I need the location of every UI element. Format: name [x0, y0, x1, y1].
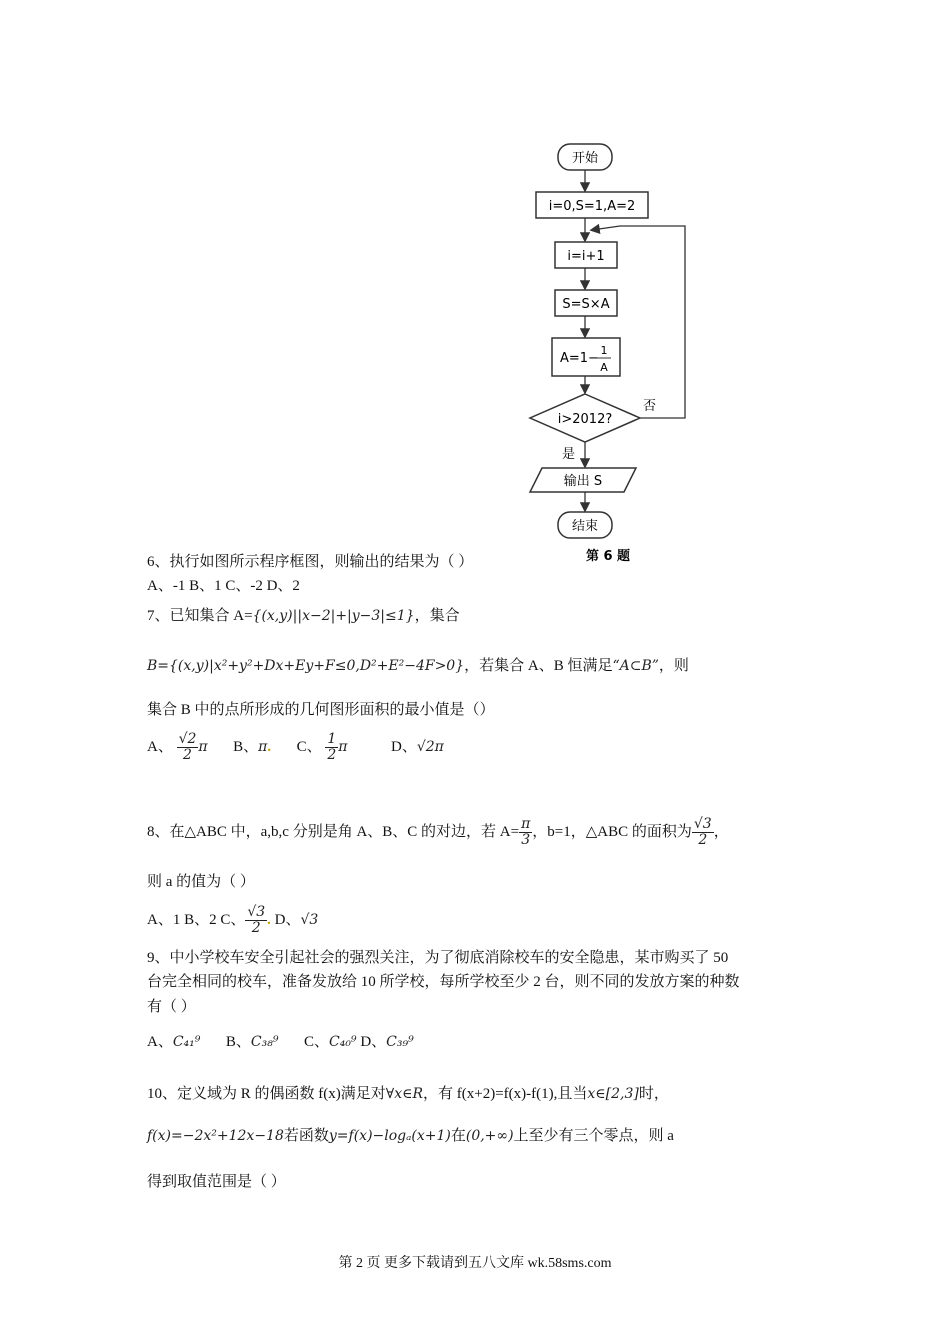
flow-step3-num: 1: [600, 344, 608, 357]
q8-options: A、1 B、2 C、 $\frac{√3}{2}$ . D、√3: [147, 904, 319, 937]
q7-prefix: 7、已知集合 A=: [147, 608, 253, 624]
q7-line2-suffix: ，则: [658, 658, 689, 674]
q10-line3: 得到取值范围是（ ）: [147, 1174, 286, 1190]
q10-suffix: 时，: [638, 1086, 669, 1102]
flow-step3-prefix: A=1−: [560, 351, 599, 366]
q10-domain: (0,+∞): [465, 1128, 514, 1144]
q7-line2: [147, 656, 689, 676]
q8-optC-num: √3: [247, 904, 266, 921]
q8-suffix: ，: [713, 824, 729, 840]
q9-optC: C₄₀⁹: [329, 1034, 357, 1050]
q9-options: [147, 1032, 414, 1052]
q7-optC-tail: π: [338, 739, 348, 755]
q9-line3: 有（ ）: [147, 999, 196, 1015]
q7-line1-suffix: ，集合: [414, 608, 460, 624]
q7-optA-tail: π: [198, 739, 208, 755]
q7-setA: {(x,y)||x−2|+|y−3|≤1}: [252, 608, 415, 624]
q8-angle-frac: [519, 817, 532, 848]
q10-line2-suffix: 上至少有三个零点，则 a: [513, 1128, 674, 1144]
flow-start-text: 开始: [571, 151, 599, 166]
q8-line1: [147, 812, 729, 852]
q6-options: A、-1 B、1 C、-2 D、2: [147, 578, 300, 594]
flow-no-label: 否: [643, 399, 657, 414]
q10-line2-mid: 若函数: [283, 1128, 329, 1144]
flow-condition-text: i>2012?: [557, 412, 613, 427]
q10-forall: ∀x∈R: [385, 1086, 423, 1102]
q9-optD-label: D、: [360, 1034, 387, 1050]
q9-optD: C₃₉⁹: [386, 1034, 414, 1050]
flow-end-text: 结束: [571, 519, 599, 534]
q7-optD-val: √2π: [416, 739, 444, 755]
q8-prefix: 8、在△ABC 中，a,b,c 分别是角 A、B、C 的对边，若 A=: [147, 824, 520, 840]
q7-options: A、 $\frac{√2}{2}$ π B、π. C、 $\frac{1}{2}$ π D、√2π: [147, 731, 444, 764]
q8-area-frac: [692, 817, 714, 848]
q9-optA: C₄₁⁹: [172, 1034, 201, 1050]
flowchart-figure: [500, 130, 720, 570]
q7-optC-frac: [325, 732, 338, 763]
q8-angle-num: π: [521, 816, 531, 833]
q7-line1: [147, 606, 460, 626]
q7-line3: 集合 B 中的点所形成的几何图形面积的最小值是（）: [147, 702, 495, 718]
q8-mid: ，b=1，△ABC 的面积为: [532, 824, 692, 840]
q7-optC-den: 2: [327, 747, 337, 764]
q7-relation: “A⊂B”: [612, 658, 659, 674]
flow-init-text: i=0,S=1,A=2: [548, 199, 636, 214]
flow-output-text: 输出 S: [563, 474, 603, 489]
q7-optA-label: A、: [147, 739, 173, 755]
flow-step3-den: A: [600, 361, 608, 374]
q8-optC-frac: [245, 905, 267, 936]
q7-optA-frac: [177, 732, 199, 763]
q9-optC-label: C、: [303, 1034, 329, 1050]
q7-setB: B={(x,y)|x²+y²+Dx+Ey+F≤0,D²+E²−4F>0}: [147, 658, 465, 674]
q9-optB: C₃₈⁹: [250, 1034, 279, 1050]
q7-optA-num: √2: [178, 731, 197, 748]
page-footer: 第 2 页 更多下载请到五八文库 wk.58sms.com: [338, 1256, 612, 1271]
q7-optB-label: B、: [233, 739, 259, 755]
q10-interval: x∈[2,3]: [587, 1086, 639, 1102]
q7-optC-num: 1: [327, 731, 337, 748]
q9-optA-label: A、: [147, 1034, 173, 1050]
q8-optD-val: √3: [300, 912, 319, 928]
q8-line2: 则 a 的值为（ ）: [147, 874, 255, 890]
q10-mid: ，有 f(x+2)=f(x)-f(1),且当: [423, 1086, 588, 1102]
q7-optA-den: 2: [183, 747, 192, 764]
flow-caption: 第 6 题: [585, 549, 631, 564]
q10-line2: [147, 1126, 674, 1146]
q9-optB-label: B、: [225, 1034, 251, 1050]
q7-optB-val: π: [258, 739, 268, 755]
q8-area-num: √3: [693, 816, 712, 833]
q10-fx: f(x)=−2x²+12x−18: [147, 1128, 284, 1144]
q7-optC-label: C、: [296, 739, 322, 755]
q8-opts-prefix: A、1 B、2 C、: [147, 912, 246, 928]
q9-line1: 9、中小学校车安全引起社会的强烈关注，为了彻底消除校车的安全隐患，某市购买了 50: [147, 950, 729, 966]
q7-optD-label: D、: [390, 739, 417, 755]
q8-optD-label: D、: [274, 912, 301, 928]
q8-area-den: 2: [698, 832, 708, 849]
q7-line2-mid: ，若集合 A、B 恒满足: [464, 658, 613, 674]
q10-prefix: 10、定义域为 R 的偶函数 f(x)满足对: [147, 1086, 386, 1102]
flow-step2-text: S=S×A: [562, 297, 610, 312]
q10-line1: [147, 1084, 669, 1104]
flow-step1-text: i=i+1: [567, 249, 605, 264]
q9-line2: 台完全相同的校车，准备发放给 10 所学校，每所学校至少 2 台，则不同的发放方案的种数: [147, 974, 740, 990]
q8-angle-den: 3: [521, 832, 531, 849]
q10-line2-mid2: 在: [450, 1128, 466, 1144]
q8-optC-den: 2: [251, 920, 261, 937]
q10-gx: y=f(x)−logₐ(x+1): [328, 1128, 451, 1144]
q6-stem: 6、执行如图所示程序框图，则输出的结果为（ ）: [147, 554, 474, 570]
flow-yes-label: 是: [562, 447, 576, 462]
